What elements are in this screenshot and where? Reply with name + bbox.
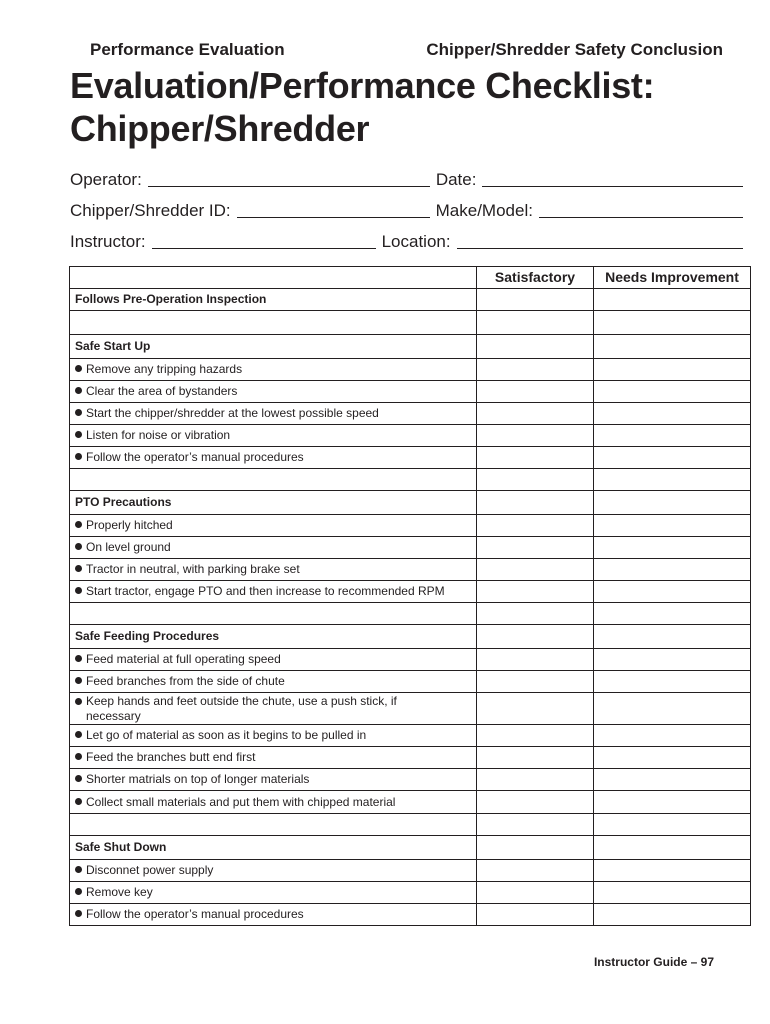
satisfactory-cell[interactable] xyxy=(477,625,594,649)
needs-improvement-cell[interactable] xyxy=(594,860,751,882)
page-footer: Instructor Guide – 97 xyxy=(593,955,714,969)
satisfactory-cell[interactable] xyxy=(477,537,594,559)
page-title-line-1: Evaluation/Performance Checklist: xyxy=(70,65,655,106)
make-model-field[interactable] xyxy=(539,200,743,218)
table-row xyxy=(70,381,751,403)
checklist-item xyxy=(70,403,477,425)
needs-improvement-cell[interactable] xyxy=(594,537,751,559)
section-title-safe-feeding: Safe Feeding Procedures xyxy=(70,625,477,649)
bullet-icon xyxy=(75,866,82,873)
make-model-label: Make/Model: xyxy=(435,201,533,220)
page-title xyxy=(70,64,654,150)
bullet-icon xyxy=(75,888,82,895)
satisfactory-cell[interactable] xyxy=(477,769,594,791)
needs-improvement-cell[interactable] xyxy=(594,625,751,649)
chipper-id-label: Chipper/Shredder ID: xyxy=(70,201,231,220)
table-row xyxy=(70,515,751,537)
needs-improvement-cell[interactable] xyxy=(594,559,751,581)
bullet-icon xyxy=(75,565,82,572)
field-row-id-model xyxy=(70,197,743,221)
satisfactory-cell[interactable] xyxy=(477,359,594,381)
bullet-icon xyxy=(75,775,82,782)
table-row xyxy=(70,447,751,469)
needs-improvement-cell[interactable] xyxy=(594,403,751,425)
section-row-pre-operation xyxy=(70,289,751,311)
satisfactory-cell[interactable] xyxy=(477,882,594,904)
needs-improvement-cell[interactable] xyxy=(594,603,751,625)
satisfactory-cell[interactable] xyxy=(477,425,594,447)
satisfactory-cell[interactable] xyxy=(477,335,594,359)
checklist-item xyxy=(70,693,477,725)
section-title-safe-start-up: Safe Start Up xyxy=(70,335,477,359)
section-title-safe-shut-down: Safe Shut Down xyxy=(70,836,477,860)
satisfactory-cell[interactable] xyxy=(477,515,594,537)
checklist-item xyxy=(70,904,477,926)
bullet-icon xyxy=(75,587,82,594)
column-header-item xyxy=(70,267,477,289)
satisfactory-cell[interactable] xyxy=(477,671,594,693)
checklist-item-text: Remove any tripping hazards xyxy=(86,362,243,376)
field-row-instructor-location xyxy=(70,228,743,252)
page-title-line-2: Chipper/Shredder xyxy=(70,108,370,149)
needs-improvement-cell[interactable] xyxy=(594,769,751,791)
checklist-item xyxy=(70,515,477,537)
table-row xyxy=(70,425,751,447)
table-row xyxy=(70,537,751,559)
satisfactory-cell[interactable] xyxy=(477,289,594,311)
table-row xyxy=(70,559,751,581)
table-row xyxy=(70,791,751,814)
checklist-item xyxy=(70,725,477,747)
table-header-row xyxy=(70,267,751,289)
running-header-right: Chipper/Shredder Safety Conclusion xyxy=(426,40,723,59)
checklist-item xyxy=(70,860,477,882)
checklist-item-text: Let go of material as soon as it begins to be pulled in xyxy=(86,728,367,742)
checklist-item xyxy=(70,581,477,603)
checklist-item xyxy=(70,671,477,693)
satisfactory-cell[interactable] xyxy=(477,649,594,671)
checklist-item-text: Collect small materials and put them with chipped material xyxy=(86,794,396,809)
checklist-item-text: Start tractor, engage PTO and then increase to recommended RPM xyxy=(86,584,445,598)
checklist-item-text: Tractor in neutral, with parking brake set xyxy=(86,562,300,576)
bullet-icon xyxy=(75,798,82,805)
satisfactory-cell[interactable] xyxy=(477,836,594,860)
checklist-item xyxy=(70,791,477,814)
satisfactory-cell[interactable] xyxy=(477,814,594,836)
checklist-table xyxy=(69,266,751,926)
checklist-item xyxy=(70,381,477,403)
bullet-icon xyxy=(75,387,82,394)
section-title-pre-operation: Follows Pre-Operation Inspection xyxy=(70,289,477,311)
instructor-field[interactable] xyxy=(152,231,376,249)
checklist-item xyxy=(70,649,477,671)
section-row-safe-start-up xyxy=(70,335,751,359)
column-header-needs-improvement: Needs Improvement xyxy=(594,267,751,289)
bullet-icon xyxy=(75,698,82,705)
running-header-left: Performance Evaluation xyxy=(90,40,285,59)
checklist-item xyxy=(70,747,477,769)
section-row-pto-precautions xyxy=(70,491,751,515)
operator-label: Operator: xyxy=(70,170,142,189)
checklist-item-text: Feed material at full operating speed xyxy=(86,652,281,666)
checklist-item xyxy=(70,769,477,791)
date-field[interactable] xyxy=(482,169,743,187)
spacer-row xyxy=(70,603,751,625)
checklist-item-text: Start the chipper/shredder at the lowest possible speed xyxy=(86,406,379,420)
satisfactory-cell[interactable] xyxy=(477,381,594,403)
satisfactory-cell[interactable] xyxy=(477,559,594,581)
checklist-item-text: Listen for noise or vibration xyxy=(86,428,231,442)
checklist-item xyxy=(70,425,477,447)
spacer-row xyxy=(70,469,751,491)
table-row xyxy=(70,359,751,381)
bullet-icon xyxy=(75,910,82,917)
needs-improvement-cell[interactable] xyxy=(594,469,751,491)
needs-improvement-cell[interactable] xyxy=(594,359,751,381)
needs-improvement-cell[interactable] xyxy=(594,515,751,537)
checklist-item xyxy=(70,559,477,581)
bullet-icon xyxy=(75,543,82,550)
table-row xyxy=(70,747,751,769)
section-row-safe-feeding xyxy=(70,625,751,649)
table-row xyxy=(70,904,751,926)
checklist-item-text: Feed the branches butt end first xyxy=(86,750,256,764)
table-row xyxy=(70,725,751,747)
table-row xyxy=(70,403,751,425)
spacer-cell xyxy=(70,311,477,335)
section-row-safe-shut-down xyxy=(70,836,751,860)
table-row xyxy=(70,581,751,603)
needs-improvement-cell[interactable] xyxy=(594,289,751,311)
checklist-item-text: Clear the area of bystanders xyxy=(86,384,238,398)
satisfactory-cell[interactable] xyxy=(477,581,594,603)
needs-improvement-cell[interactable] xyxy=(594,447,751,469)
satisfactory-cell[interactable] xyxy=(477,904,594,926)
operator-field[interactable] xyxy=(148,169,430,187)
needs-improvement-cell[interactable] xyxy=(594,581,751,603)
bullet-icon xyxy=(75,677,82,684)
bullet-icon xyxy=(75,731,82,738)
checklist-item-text: Remove key xyxy=(86,885,153,899)
satisfactory-cell[interactable] xyxy=(477,791,594,814)
needs-improvement-cell[interactable] xyxy=(594,649,751,671)
satisfactory-cell[interactable] xyxy=(477,311,594,335)
spacer-cell xyxy=(70,469,477,491)
checklist-item-text: Properly hitched xyxy=(86,518,173,532)
checklist-item-text: Shorter matrials on top of longer materials xyxy=(86,772,310,786)
checklist-item-text: On level ground xyxy=(86,540,171,554)
table-row xyxy=(70,860,751,882)
bullet-icon xyxy=(75,431,82,438)
instructor-label: Instructor: xyxy=(70,232,146,251)
checklist-item xyxy=(70,447,477,469)
needs-improvement-cell[interactable] xyxy=(594,693,751,725)
date-label: Date: xyxy=(435,170,477,189)
satisfactory-cell[interactable] xyxy=(477,693,594,725)
section-title-pto-precautions: PTO Precautions xyxy=(70,491,477,515)
bullet-icon xyxy=(75,409,82,416)
bullet-icon xyxy=(75,365,82,372)
location-label: Location: xyxy=(381,232,451,251)
table-row xyxy=(70,769,751,791)
bullet-icon xyxy=(75,453,82,460)
satisfactory-cell[interactable] xyxy=(477,860,594,882)
needs-improvement-cell[interactable] xyxy=(594,814,751,836)
checklist-item xyxy=(70,537,477,559)
checklist-item-text: Follow the operator’s manual procedures xyxy=(86,907,304,921)
satisfactory-cell[interactable] xyxy=(477,447,594,469)
table-row xyxy=(70,649,751,671)
checklist-item-text: Follow the operator’s manual procedures xyxy=(86,450,304,464)
spacer-cell xyxy=(70,814,477,836)
satisfactory-cell[interactable] xyxy=(477,747,594,769)
checklist-item-text: Keep hands and feet outside the chute, use a push stick, if necessary xyxy=(86,694,397,723)
needs-improvement-cell[interactable] xyxy=(594,904,751,926)
column-header-satisfactory: Satisfactory xyxy=(477,267,594,289)
satisfactory-cell[interactable] xyxy=(477,491,594,515)
satisfactory-cell[interactable] xyxy=(477,403,594,425)
location-field[interactable] xyxy=(457,231,743,249)
chipper-id-field[interactable] xyxy=(237,200,430,218)
checklist-item xyxy=(70,882,477,904)
satisfactory-cell[interactable] xyxy=(477,469,594,491)
needs-improvement-cell[interactable] xyxy=(594,747,751,769)
bullet-icon xyxy=(75,521,82,528)
checklist-item-text: Disconnet power supply xyxy=(86,863,214,877)
needs-improvement-cell[interactable] xyxy=(594,311,751,335)
needs-improvement-cell[interactable] xyxy=(594,491,751,515)
satisfactory-cell[interactable] xyxy=(477,603,594,625)
satisfactory-cell[interactable] xyxy=(477,725,594,747)
bullet-icon xyxy=(75,753,82,760)
spacer-cell xyxy=(70,603,477,625)
table-row xyxy=(70,882,751,904)
table-row xyxy=(70,671,751,693)
needs-improvement-cell[interactable] xyxy=(594,725,751,747)
bullet-icon xyxy=(75,655,82,662)
needs-improvement-cell[interactable] xyxy=(594,381,751,403)
needs-improvement-cell[interactable] xyxy=(594,425,751,447)
checklist-item xyxy=(70,359,477,381)
needs-improvement-cell[interactable] xyxy=(594,836,751,860)
spacer-row xyxy=(70,311,751,335)
needs-improvement-cell[interactable] xyxy=(594,882,751,904)
table-row xyxy=(70,693,751,725)
needs-improvement-cell[interactable] xyxy=(594,335,751,359)
checklist-item-text: Feed branches from the side of chute xyxy=(86,674,285,688)
field-row-operator-date xyxy=(70,166,743,190)
needs-improvement-cell[interactable] xyxy=(594,791,751,814)
spacer-row xyxy=(70,814,751,836)
needs-improvement-cell[interactable] xyxy=(594,671,751,693)
